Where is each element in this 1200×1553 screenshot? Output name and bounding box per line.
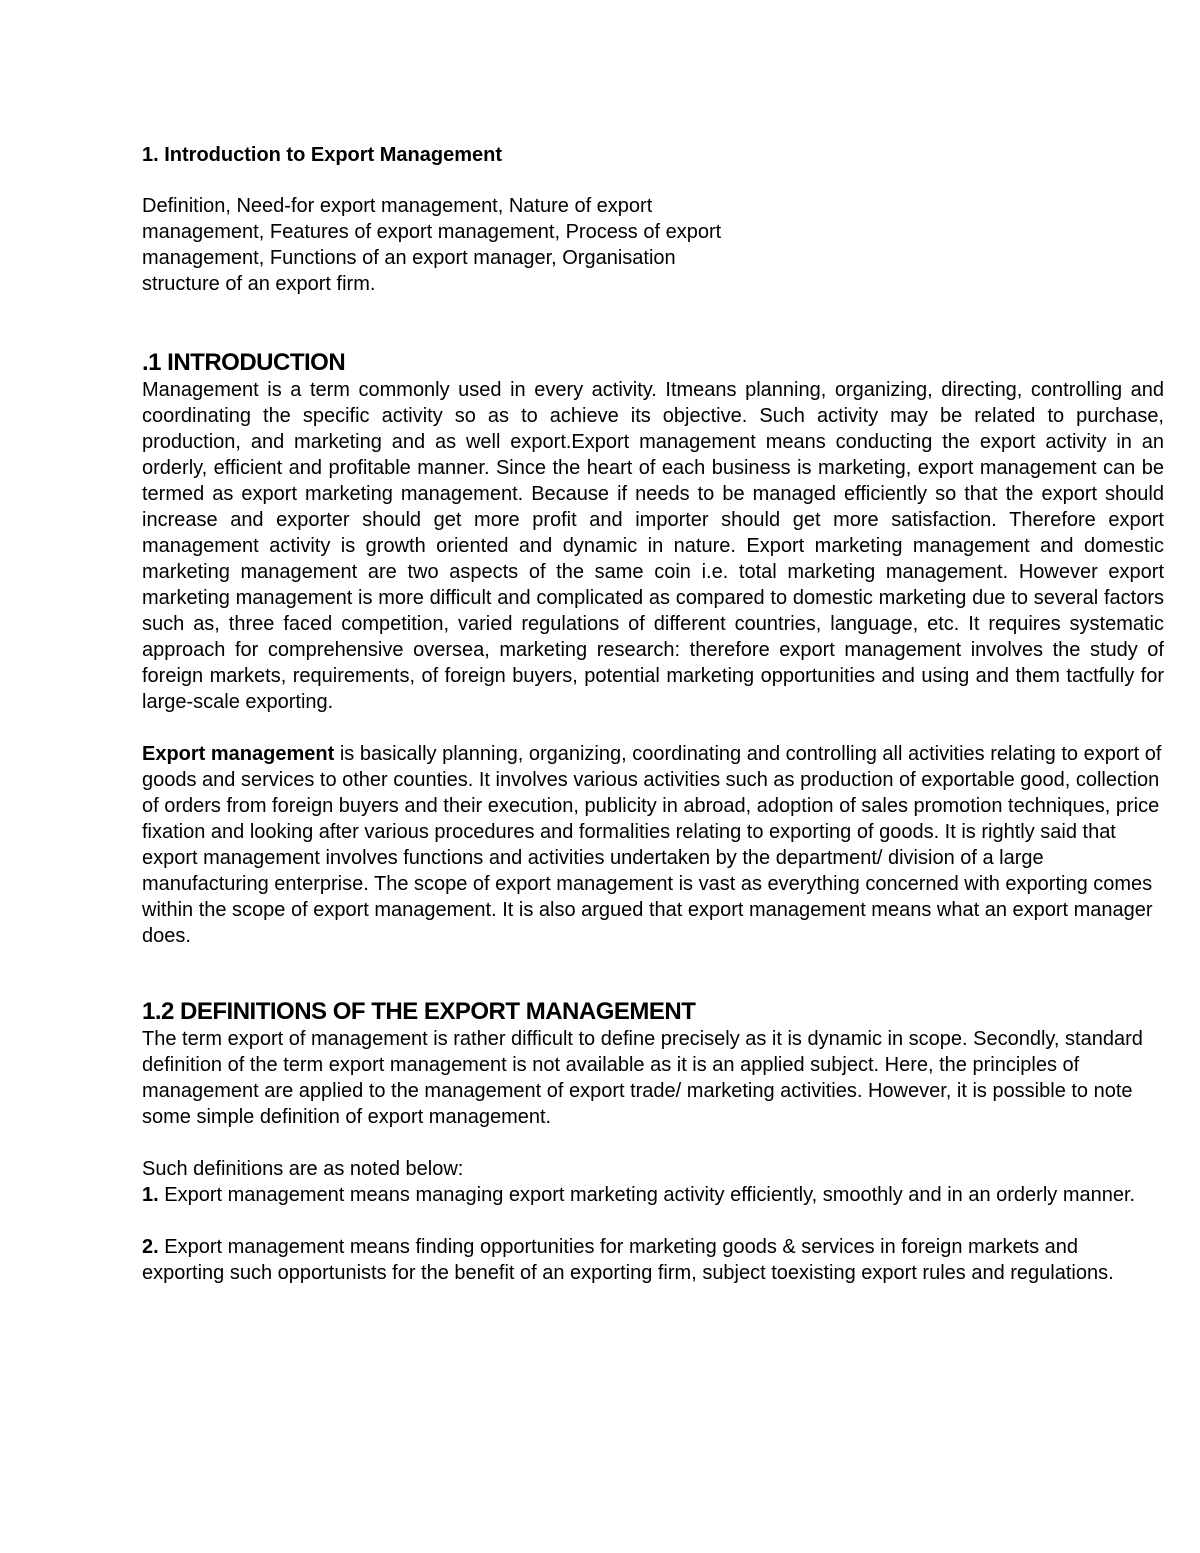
- definitions-intro: Such definitions are as noted below:: [142, 1158, 464, 1180]
- export-management-text: is basically planning, organizing, coordinating and controlling all activities relating to export of goods and services to other counties. It involves various activities such as production of exportable good, collection of orders from foreign buyers and their execution, publicity in abroad, adoption of sales promotion techniques, price fixation and looking after various procedures and formalities relating to exporting of goods. It is rightly said that export management involves functions and activities undertaken by the department/ division of a large manufacturing enterprise. The scope of export management is vast as everything concerned with exporting comes within the scope of export management. It is also argued that export management means what an export manager does.: [142, 743, 1162, 947]
- export-management-term: Export management: [142, 743, 335, 765]
- introduction-paragraph: Management is a term commonly used in every activity. Itmeans planning, organizing, directing, controlling and coordinating the specific activity so as to achieve its objective. Such activity may be related to purchase, production, and marketing and as well export.Export management means conducting the export activity in an orderly, efficient and profitable manner. Since the heart of each business is marketing, export management can be termed as export marketing management. Because if needs to be managed efficiently so that the export should increase and exporter should get more profit and importer should get more satisfaction. Therefore export management activity is growth oriented and dynamic in nature. Export marketing management and domestic marketing management are two aspects of the same coin i.e. total marketing management. However export marketing management is more difficult and complicated as compared to domestic marketing due to several factors such as, three faced competition, varied regulations of different countries, language, etc. It requires systematic approach for comprehensive oversea, marketing research: therefore export management involves the study of foreign markets, requirements, of foreign buyers, potential marketing opportunities and using and them tactfully for large-scale exporting.: [142, 379, 1164, 713]
- section-definitions-heading: 1.2 DEFINITIONS OF THE EXPORT MANAGEMENT: [142, 998, 696, 1025]
- document-page: [142, 142, 1164, 1286]
- chapter-title: 1. Introduction to Export Management: [142, 144, 503, 166]
- section-introduction-heading: .1 INTRODUCTION: [142, 349, 346, 376]
- chapter-topics: Definition, Need-for export management, Nature of export management, Features of export management, Process of export management, Functions of an export manager, Organisation structure of an export firm.: [142, 195, 722, 295]
- definitions-paragraph: The term export of management is rather difficult to define precisely as it is dynamic in scope. Secondly, standard definition of the term export management is not available as it is an applied subject. Here, the principles of management are applied to the management of export trade/ marketing activities. However, it is possible to note some simple definition of export management.: [142, 1028, 1143, 1128]
- definition-text: Export management means finding opportunities for marketing goods & services in foreign markets and exporting such opportunists for the benefit of an exporting firm, subject toexisting export rules and regulations.: [142, 1236, 1114, 1284]
- definition-number: 1.: [142, 1184, 159, 1206]
- definition-text: Export management means managing export marketing activity efficiently, smoothly and in an orderly manner.: [158, 1184, 1136, 1206]
- definition-item-2: [142, 1234, 1164, 1286]
- definition-item-1: [142, 1182, 1164, 1208]
- definition-number: 2.: [142, 1236, 159, 1258]
- export-management-paragraph: [142, 741, 1164, 949]
